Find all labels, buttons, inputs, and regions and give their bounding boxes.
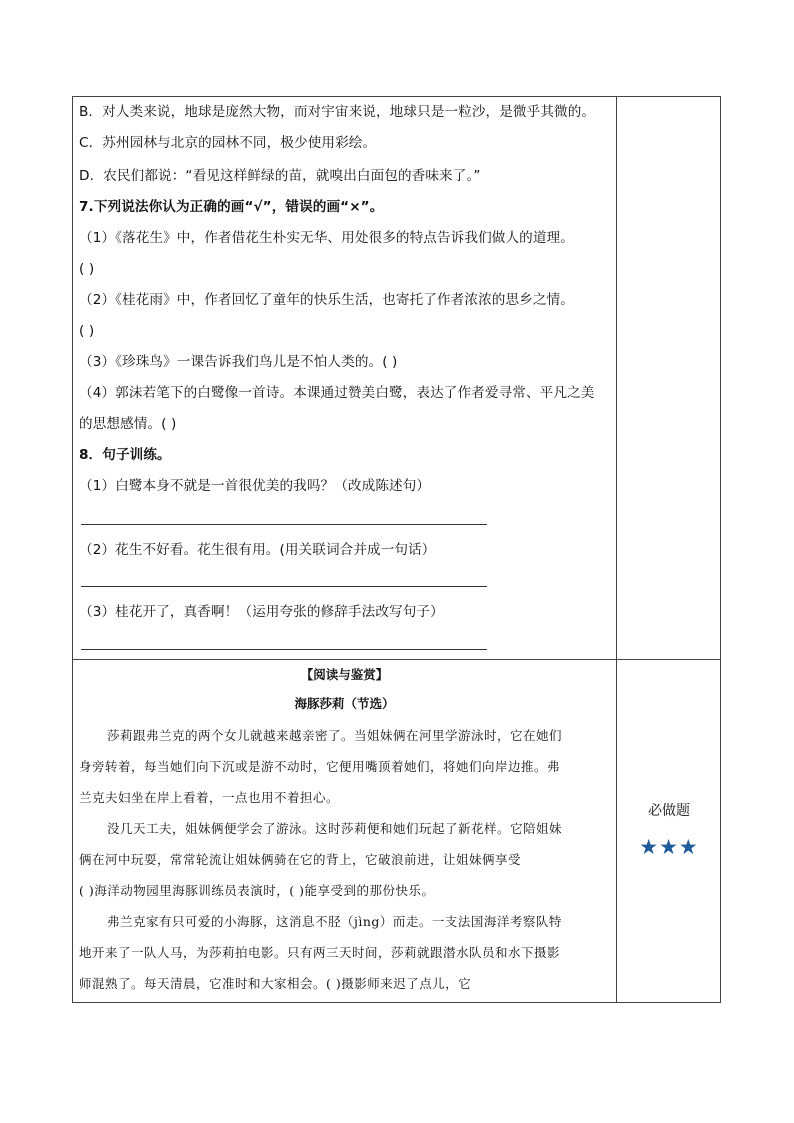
difficulty-stars: ★★★ <box>639 835 699 859</box>
paragraph-line-with-blank: 师混熟了。每天清晨，它准时和大家相会。( )摄影师来迟了点儿，它 <box>79 976 472 991</box>
paragraph-line: 兰克夫妇坐在岸上看着，一点也用不着担心。 <box>79 790 340 805</box>
paragraph-line: 俩在河中玩耍，常常轮流让姐妹俩骑在它的背上，它破浪前进，让姐妹俩享受 <box>79 852 522 867</box>
paragraph-line: 莎莉跟弗兰克的两个女儿就越来越亲密了。当姐妹俩在河里学游泳时，它在她们 <box>107 728 563 743</box>
option-c: C．苏州园林与北京的园林不同，极少使用彩绘。 <box>79 135 377 151</box>
paragraph-line: 身旁转着，每当她们向下沉或是游不动时，它便用嘴顶着她们，将她们向岸边推。弗 <box>79 759 561 774</box>
reading-title: 海豚莎莉（节选） <box>294 696 395 711</box>
required-label: 必做题 <box>648 803 690 819</box>
q7-item-4-cont: 的思想感情。( ) <box>79 416 177 432</box>
q7-item-1-blank[interactable]: ( ) <box>79 261 95 277</box>
q8-answer-line-2[interactable] <box>81 586 487 587</box>
question-8-title: 8．句子训练。 <box>79 447 171 463</box>
q7-item-2: （2）《桂花雨》中，作者回忆了童年的快乐生活，也寄托了作者浓浓的思乡之情。 <box>79 292 574 308</box>
exercise-table <box>72 96 721 1003</box>
option-b: B．对人类来说，地球是庞然大物，而对宇宙来说，地球只是一粒沙，是微乎其微的。 <box>79 104 596 120</box>
column-divider <box>616 97 617 1002</box>
q7-item-4: （4）郭沫若笔下的白鹭像一首诗。本课通过赞美白鹭，表达了作者爱寻常、平凡之美 <box>79 385 595 401</box>
paragraph-line-with-blanks: ( )海洋动物园里海豚训练员表演时，( )能享受到的那份快乐。 <box>79 883 435 898</box>
q7-item-1: （1）《落花生》中，作者借花生朴实无华、用处很多的特点告诉我们做人的道理。 <box>79 230 574 246</box>
reading-heading: 【阅读与鉴赏】 <box>300 667 389 682</box>
paragraph-line: 没几天工夫，姐妹俩便学会了游泳。这时莎莉便和她们玩起了新花样。它陪姐妹 <box>107 821 563 836</box>
row-divider <box>73 659 720 660</box>
option-d: D．农民们都说：“看见这样鲜绿的苗，就嗅出白面包的香味来了。” <box>79 168 481 184</box>
question-7-title: 7.下列说法你认为正确的画“√”，错误的画“×”。 <box>79 199 384 215</box>
paragraph-line: 弗兰克家有只可爱的小海豚，这消息不胫（jìng）而走。一支法国海洋考察队特 <box>107 914 562 929</box>
paragraph-line: 地开来了一队人马，为莎莉拍电影。只有两三天时间，莎莉就跟潜水队员和水下摄影 <box>79 945 561 960</box>
q8-item-1: （1）白鹭本身不就是一首很优美的我吗？（改成陈述句） <box>79 478 431 494</box>
q8-item-3: （3）桂花开了，真香啊！（运用夸张的修辞手法改写句子） <box>79 604 444 620</box>
q7-item-2-blank[interactable]: ( ) <box>79 323 95 339</box>
q8-answer-line-1[interactable] <box>81 524 487 525</box>
q8-answer-line-3[interactable] <box>81 649 487 650</box>
q8-item-2: （2）花生不好看。花生很有用。(用关联词合并成一句话） <box>79 542 436 558</box>
q7-item-3: （3）《珍珠鸟》一课告诉我们鸟儿是不怕人类的。( ) <box>79 354 398 370</box>
